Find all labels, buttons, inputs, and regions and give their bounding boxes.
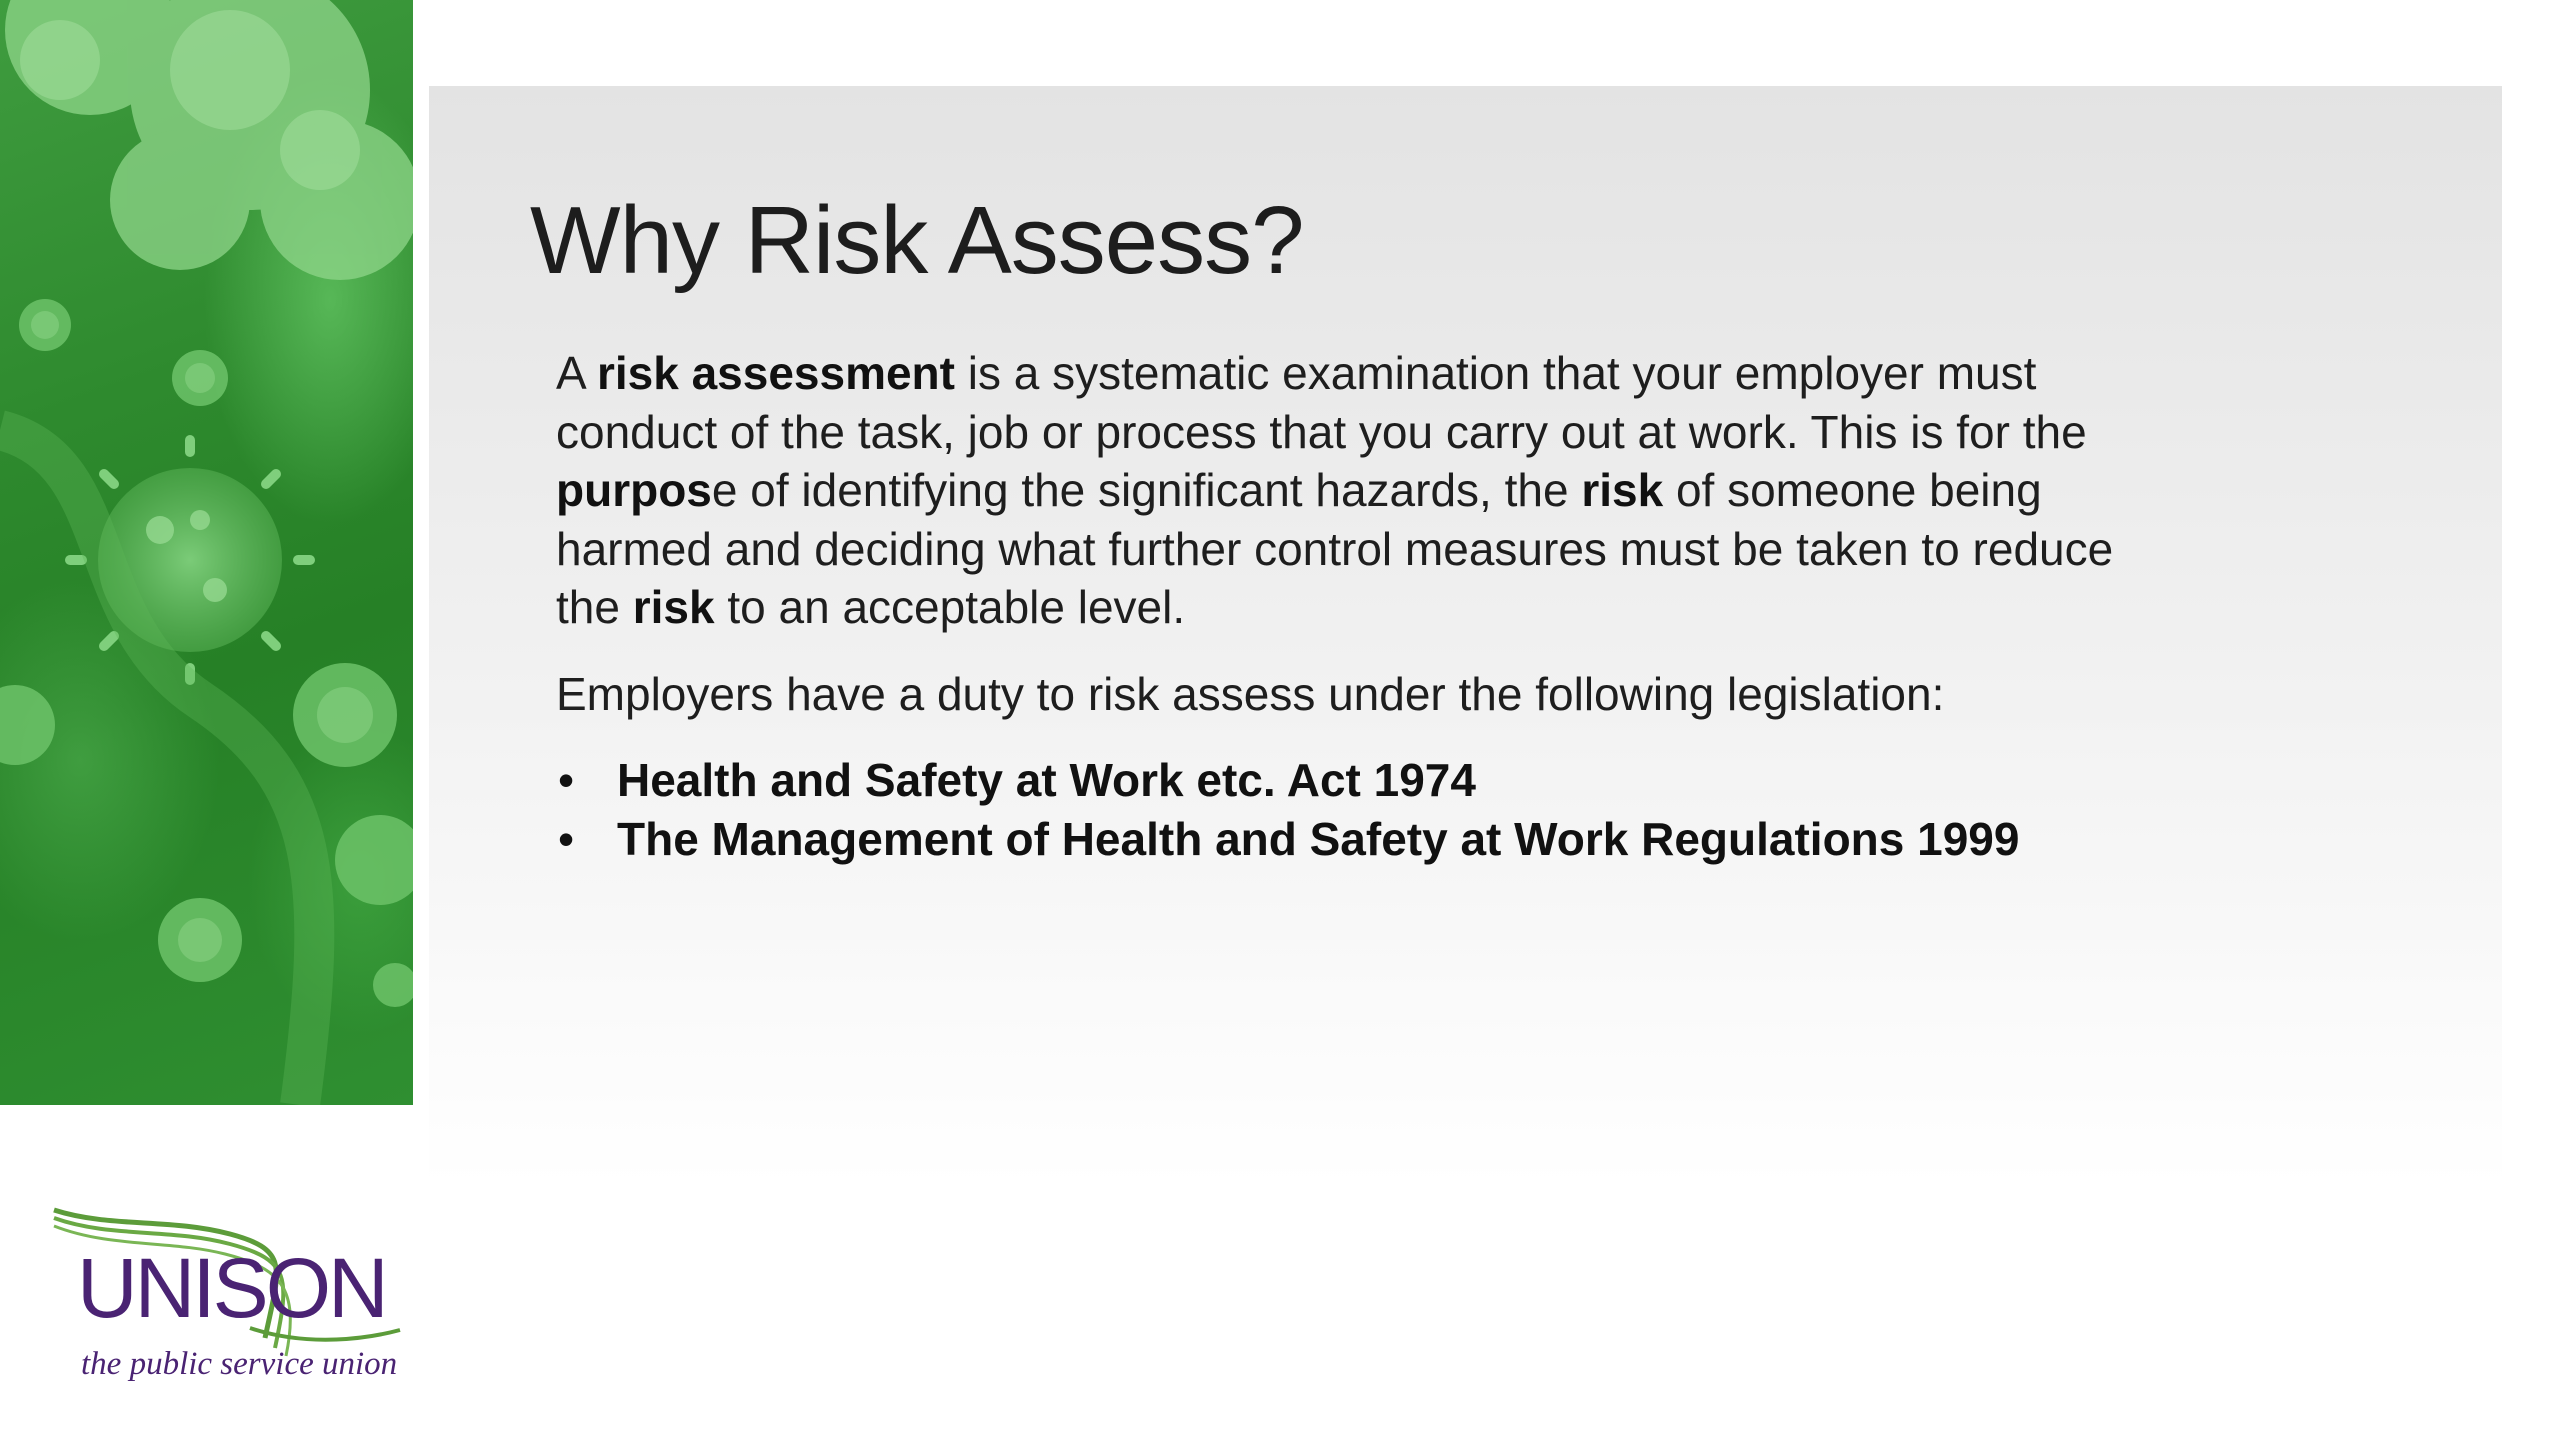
slide-body <box>556 344 2116 868</box>
text-span: e of identifying the significant hazards, the <box>711 464 1582 516</box>
slide-title: Why Risk Assess? <box>530 187 1304 294</box>
text-span: of someone being harmed and deciding what further control measures must be taken to reduce the <box>556 464 2114 633</box>
logo-wordmark: UNISON <box>77 1241 386 1335</box>
list-item-text: The Management of Health and Safety at Work Regulations 1999 <box>617 812 2020 865</box>
bold-term: purpos <box>556 464 712 516</box>
bullet-icon: • <box>558 812 575 865</box>
bold-term: risk assessment <box>596 347 955 399</box>
virus-image-panel <box>0 0 413 1105</box>
bold-term: risk <box>632 581 715 633</box>
virus-illustration <box>0 0 413 1105</box>
bullet-icon: • <box>558 754 575 806</box>
text-span: A <box>556 347 597 399</box>
legislation-list <box>556 751 2116 868</box>
legislation-intro: Employers have a duty to risk assess under the following legislation: <box>556 667 1945 720</box>
text-span: is a systematic examination that your employer must conduct of the task, job or process that you carry out at work. This is for the <box>556 347 2087 458</box>
logo-tagline: the public service union <box>81 1346 398 1382</box>
list-item-text: Health and Safety at Work etc. Act 1974 <box>617 754 1476 806</box>
definition-paragraph <box>556 344 2116 637</box>
list-item <box>556 751 2057 810</box>
text-span: to an acceptable level. <box>714 581 1186 633</box>
list-item <box>556 810 2057 869</box>
bold-term: risk <box>1581 464 1664 516</box>
unison-logo <box>50 1198 430 1388</box>
